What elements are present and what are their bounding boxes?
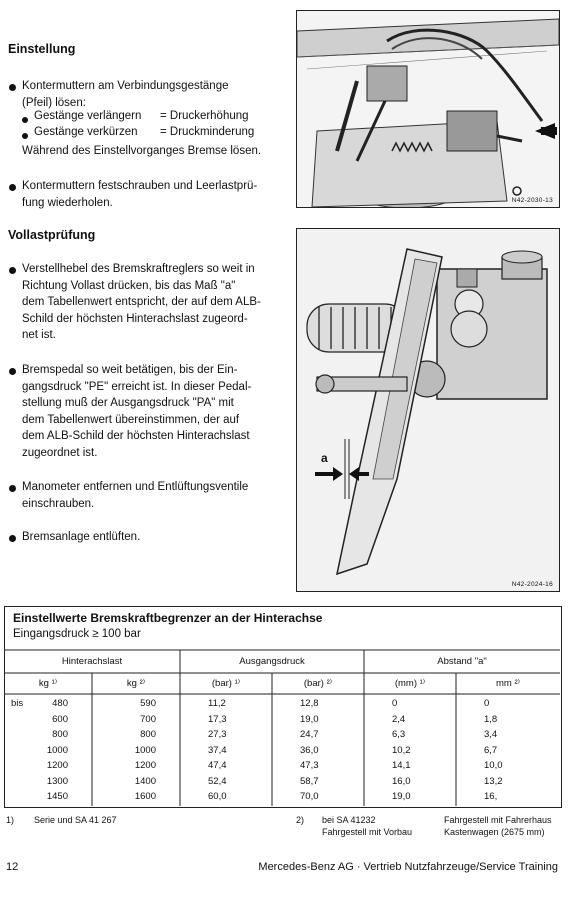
text-line: net ist.: [22, 329, 56, 341]
figure-code: N42-2030-13: [511, 197, 553, 204]
table-cell: 47,4: [208, 760, 227, 771]
unit-header: mm ²⁾: [496, 678, 520, 689]
subitem-left: Gestänge verkürzen: [34, 126, 138, 138]
bullet: [9, 184, 16, 191]
table-cell: 1450: [46, 791, 68, 802]
table-cell: 60,0: [208, 791, 227, 802]
list-item: [22, 362, 251, 461]
section-heading-vollastpruefung: Vollastprüfung: [8, 228, 96, 242]
footnote-text: Fahrgestell mit Fahrerhaus: [444, 815, 552, 825]
subitem-right: = Druckerhöhung: [160, 110, 249, 122]
table-cell: 2,4: [392, 713, 406, 725]
table-cell: 47,3: [300, 760, 319, 771]
text-line: Bremsanlage entlüften.: [22, 531, 141, 543]
unit-header: (mm) ¹⁾: [394, 678, 426, 689]
table-cell: 10,2: [392, 744, 411, 756]
text-line: gangsdruck "PE" erreicht ist. In dieser Pedal-: [22, 380, 252, 393]
figure-linkage-photo: [296, 10, 560, 208]
text-line: Kontermuttern festschrauben und Leerlastprü-: [22, 180, 258, 192]
list-item: [22, 479, 248, 512]
figure-regulator-drawing: [296, 228, 560, 592]
dimension-label-a: a: [321, 451, 328, 465]
note: Während des Einstellvorganges Bremse lösen.: [22, 145, 262, 157]
subitem-left: Gestänge verlängern: [34, 110, 142, 122]
text-line: Bremspedal so weit betätigen, bis der Ein-: [22, 364, 238, 376]
table-cell: 1400: [134, 775, 156, 787]
table-cell: 3,4: [484, 729, 498, 740]
text-line: fung wiederholen.: [22, 196, 113, 209]
bullet: [9, 84, 16, 91]
group-header-abstand: Abstand "a": [437, 656, 487, 667]
table-cell: 24,7: [300, 729, 319, 740]
list-item: [22, 261, 261, 344]
table-cell: 800: [140, 729, 156, 740]
table-cell: 600: [52, 713, 68, 725]
table-cell: 58,7: [300, 775, 319, 787]
table-cell: 1200: [134, 760, 156, 771]
sub-bullet: [22, 117, 28, 123]
text-line: Schild der höchsten Hinterachslast zugeord-: [22, 312, 248, 325]
table-cell: 6,3: [392, 729, 406, 740]
footnote-marker: 1): [6, 815, 15, 825]
text-line: (Pfeil) lösen:: [22, 96, 86, 109]
group-header-hinterachslast: Hinterachslast: [61, 656, 123, 667]
text-line: einschrauben.: [22, 497, 95, 510]
row-prefix: bis: [11, 698, 24, 709]
bullet: [9, 485, 16, 492]
table-cell: 590: [140, 698, 156, 709]
footnote-text: Fahrgestell mit Vorbau: [322, 827, 413, 837]
table-cell: 0: [484, 698, 490, 709]
table-cell: 14,1: [392, 760, 411, 771]
table-title: Einstellwerte Bremskraftbegrenzer an der Hinterachse: [13, 611, 323, 625]
table-subtitle: Eingangsdruck ≥ 100 bar: [13, 628, 141, 640]
table-cell: 52,4: [208, 775, 227, 787]
figure-code: N42-2024-16: [511, 581, 553, 588]
footnote-marker: 2): [296, 815, 305, 825]
table-cell: 37,4: [208, 744, 227, 756]
table-cell: 1600: [134, 791, 156, 802]
unit-header: (bar) ¹⁾: [211, 678, 241, 689]
table-cell: 27,3: [208, 729, 227, 740]
table-grid: [4, 606, 561, 807]
sub-bullet: [22, 133, 28, 139]
list-item: [22, 78, 229, 111]
text-line: Kontermuttern am Verbindungsgestänge: [22, 80, 229, 92]
table-cell: 0: [392, 698, 398, 709]
text-line: dem ALB-Schild der höchsten Hinterachslast: [22, 430, 250, 442]
text-line: Richtung Vollast drücken, bis das Maß "a": [22, 279, 236, 292]
bullet: [9, 535, 16, 542]
text-line: stellung muß der Ausgangsdruck "PA" mit: [22, 397, 234, 409]
table-cell: 800: [52, 729, 68, 740]
list-item: [22, 529, 140, 546]
group-header-ausgangsdruck: Ausgangsdruck: [239, 656, 305, 667]
table-cell: 70,0: [300, 791, 319, 802]
table-cell: 16,0: [392, 775, 411, 787]
table-cell: 480: [52, 698, 68, 709]
table-cell: 19,0: [300, 713, 319, 725]
table-cell: 1200: [46, 760, 68, 771]
section-heading-einstellung: Einstellung: [8, 42, 76, 56]
subitem-right: = Druckminderung: [160, 126, 255, 138]
table-cell: 1,8: [484, 713, 498, 725]
footnote-text: bei SA 41232: [322, 815, 376, 825]
unit-header: kg ¹⁾: [38, 678, 58, 689]
bullet: [9, 368, 16, 375]
table-cell: 12,8: [300, 698, 319, 709]
text-line: Manometer entfernen und Entlüftungsventile: [22, 481, 249, 493]
footnote-text: Kastenwagen (2675 mm): [444, 827, 545, 837]
text-line: zugeordnet ist.: [22, 446, 98, 459]
table-cell: 13,2: [484, 775, 503, 787]
text-line: Verstellhebel des Bremskraftreglers so weit in: [22, 263, 255, 275]
table-cell: 1000: [46, 744, 68, 756]
page-number: 12: [6, 861, 19, 873]
bullet: [9, 267, 16, 274]
footer-text: Mercedes-Benz AG · Vertrieb Nutzfahrzeuge/Service Training: [258, 861, 558, 873]
footnote-text: Serie und SA 41 267: [34, 815, 117, 825]
table-cell: 17,3: [208, 713, 227, 725]
table-cell: 6,7: [484, 744, 498, 756]
table-cell: 700: [140, 713, 156, 725]
table-cell: 1000: [134, 744, 156, 756]
list-item: [22, 178, 257, 211]
regulator-illustration: [297, 229, 559, 591]
table-cell: 36,0: [300, 744, 319, 756]
text-line: dem Tabellenwert entspricht, der auf dem ALB-: [22, 296, 261, 308]
table-cell: 10,0: [484, 760, 503, 771]
unit-header: kg ²⁾: [126, 678, 146, 689]
table-cell: 11,2: [208, 698, 226, 709]
linkage-illustration: [297, 11, 559, 207]
table-cell: 1300: [46, 775, 68, 787]
table-cell: 16,: [484, 791, 498, 802]
text-line: dem Tabellenwert übereinstimmen, der auf: [22, 413, 240, 426]
table-cell: 19,0: [392, 791, 411, 802]
unit-header: (bar) ²⁾: [303, 678, 333, 689]
